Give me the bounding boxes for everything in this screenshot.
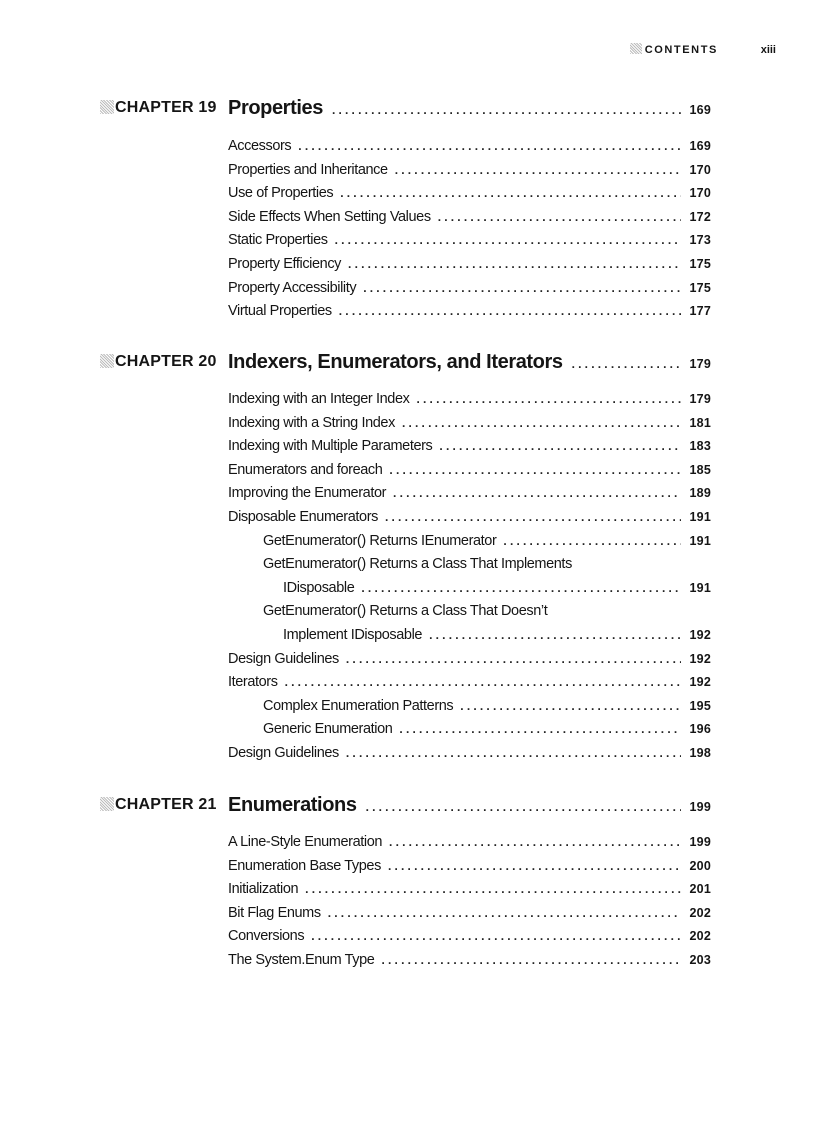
toc-entry[interactable]: [228, 182, 711, 206]
dot-leader: [399, 718, 681, 742]
toc-entry[interactable]: [228, 506, 711, 530]
dot-leader: [393, 482, 681, 506]
toc-entry[interactable]: [228, 435, 711, 459]
chapter-label-text: CHAPTER 19: [115, 99, 217, 116]
toc-entry[interactable]: [228, 648, 711, 672]
toc-entry[interactable]: [228, 388, 711, 412]
chapter-label-text: CHAPTER 21: [115, 796, 217, 813]
toc-entry-title: Implement IDisposable: [283, 626, 423, 643]
toc-entry[interactable]: [228, 412, 711, 436]
chapter-title: Indexers, Enumerators, and Iterators: [228, 351, 563, 373]
toc-entry-page: 169: [689, 139, 711, 153]
toc-subentry-continuation[interactable]: [228, 624, 711, 648]
toc-entry-title: Enumerators and foreach: [228, 461, 383, 478]
chapter-title-row[interactable]: [228, 96, 711, 120]
toc-entry-title: Properties and Inheritance: [228, 161, 388, 178]
toc-entry-title: Conversions: [228, 928, 305, 945]
toc-entry-page: 173: [689, 233, 711, 248]
toc-subentry[interactable]: [228, 553, 711, 577]
toc-entry[interactable]: [228, 878, 711, 902]
dot-leader: [346, 648, 681, 672]
toc-entry[interactable]: [228, 277, 711, 301]
toc-entry-page: 203: [689, 952, 711, 967]
toc-entry-title: Indexing with Multiple Parameters: [228, 438, 433, 455]
chapter-title-row[interactable]: [228, 350, 711, 374]
chapter-marker-icon: [100, 797, 114, 811]
toc-entry-title: Improving the Enumerator: [228, 485, 387, 502]
dot-leader: [285, 671, 681, 695]
chapter-page: 199: [689, 800, 711, 814]
dot-leader: [439, 435, 681, 459]
toc-subentry[interactable]: [228, 530, 711, 554]
toc-entry[interactable]: [228, 206, 711, 230]
toc-subentry[interactable]: [228, 600, 711, 624]
toc-entry-title: Use of Properties: [228, 185, 334, 202]
dot-leader: [429, 624, 681, 648]
toc-entry-page: 181: [689, 415, 711, 430]
chapter-label: [100, 350, 215, 374]
toc-entry[interactable]: [228, 135, 711, 159]
toc-entry-page: 202: [689, 929, 711, 944]
dot-leader: [503, 530, 681, 554]
running-header-section: [630, 42, 718, 58]
dot-leader: [311, 925, 681, 949]
toc-entry-title: The System.Enum Type: [228, 951, 375, 968]
toc-entry[interactable]: [228, 159, 711, 183]
toc-subentry-continuation[interactable]: [228, 577, 711, 601]
toc-entry-page: 191: [689, 580, 711, 595]
dot-leader: [385, 506, 681, 530]
toc-entry-page: 170: [689, 162, 711, 177]
dot-leader: [388, 855, 681, 879]
toc-entry-page: 192: [689, 675, 711, 690]
chapter-page: 169: [689, 103, 711, 117]
running-header-section-label: CONTENTS: [644, 44, 718, 56]
dot-leader: [339, 300, 681, 324]
toc-entry-title: Bit Flag Enums: [228, 904, 321, 921]
toc-entry[interactable]: [228, 253, 711, 277]
toc-entry[interactable]: [228, 671, 711, 695]
dot-leader: [348, 253, 681, 277]
toc-entry-page: 192: [689, 627, 711, 642]
toc-entry-title: Side Effects When Setting Values: [228, 208, 431, 225]
toc-entry-page: 175: [689, 280, 711, 295]
toc-entry-title: Static Properties: [228, 232, 328, 249]
dot-leader: [335, 229, 681, 253]
toc-entry-title: Design Guidelines: [228, 744, 339, 761]
chapter-title-row[interactable]: [228, 793, 711, 817]
toc-entry-title: Indexing with an Integer Index: [228, 391, 410, 407]
toc-subentry[interactable]: [228, 718, 711, 742]
dot-leader: [361, 577, 681, 601]
toc-entry-title: A Line-Style Enumeration: [228, 834, 383, 850]
dot-leader: [328, 902, 681, 926]
toc-entry-title: Property Efficiency: [228, 255, 342, 272]
toc-entry-page: 177: [689, 304, 711, 319]
toc-entry[interactable]: [228, 831, 711, 855]
dot-leader: [340, 182, 681, 206]
toc-entry-page: 170: [689, 186, 711, 201]
toc-entry-page: 175: [689, 256, 711, 271]
dot-leader: [381, 949, 681, 973]
chapter-page: 179: [689, 357, 711, 371]
dot-leader: [416, 388, 681, 412]
dot-leader: [389, 459, 681, 483]
toc-entry-title: Iterators: [228, 674, 278, 691]
toc-entry[interactable]: [228, 925, 711, 949]
toc-entry-title: Enumeration Base Types: [228, 857, 381, 874]
chapter-marker-icon: [100, 354, 114, 368]
chapter-entries: [228, 388, 711, 766]
toc-entry[interactable]: [228, 902, 711, 926]
toc-entry-page: 183: [689, 439, 711, 454]
dot-leader: [305, 878, 681, 902]
toc-entry-title: Initialization: [228, 881, 299, 898]
running-header-page-number: xiii: [760, 44, 776, 56]
toc-entry-title: Virtual Properties: [228, 303, 332, 320]
toc-entry-page: 179: [689, 392, 711, 406]
chapter-entries: [228, 831, 711, 973]
toc-entry[interactable]: [228, 949, 711, 973]
toc-entry-title: Disposable Enumerators: [228, 508, 378, 525]
toc-entry[interactable]: [228, 482, 711, 506]
chapter-marker-icon: [100, 100, 114, 114]
toc-entry-page: 185: [689, 462, 711, 477]
chapter-title: Properties: [228, 97, 323, 119]
toc-entry-page: 200: [689, 858, 711, 873]
section-marker-icon: [630, 43, 642, 54]
toc-entry-title: GetEnumerator() Returns IEnumerator: [263, 532, 497, 549]
running-header: [0, 42, 776, 58]
toc-entry[interactable]: [228, 459, 711, 483]
toc-entry-title: Design Guidelines: [228, 650, 339, 667]
toc-entry-title: Indexing with a String Index: [228, 414, 395, 431]
toc-entry-page: 201: [689, 882, 711, 897]
toc-entry[interactable]: [228, 742, 711, 766]
toc-entry-page: 199: [689, 835, 711, 849]
dot-leader: [438, 206, 681, 230]
dot-leader: [332, 103, 681, 117]
chapter-label: [100, 96, 215, 120]
toc-entry-title: Property Accessibility: [228, 279, 357, 296]
toc-entry-page: 196: [689, 722, 711, 737]
toc-entry-page: 195: [689, 698, 711, 713]
toc-entry-title: Generic Enumeration: [263, 721, 393, 738]
toc-entry-page: 191: [689, 533, 711, 548]
toc-entry-page: 191: [689, 509, 711, 524]
chapter-label: [100, 793, 215, 817]
toc-entry[interactable]: [228, 229, 711, 253]
toc-entry-page: 198: [689, 745, 711, 760]
toc-entry-title: Complex Enumeration Patterns: [263, 697, 454, 714]
dot-leader: [402, 412, 681, 436]
toc-entry-page: 202: [689, 905, 711, 920]
toc-entry[interactable]: [228, 855, 711, 879]
toc-entry-title: Accessors: [228, 138, 292, 154]
toc-entry-page: 192: [689, 651, 711, 666]
toc-entry-title: IDisposable: [283, 579, 355, 596]
toc-entry[interactable]: [228, 300, 711, 324]
dot-leader: [389, 831, 681, 855]
dot-leader: [572, 357, 681, 371]
dot-leader: [298, 135, 681, 159]
toc-entry-title: GetEnumerator() Returns a Class That Implements: [263, 556, 572, 573]
toc-entry-page: 189: [689, 486, 711, 501]
chapter-entries: [228, 135, 711, 324]
toc-entry-title: GetEnumerator() Returns a Class That Doesn’t: [263, 603, 548, 620]
toc-subentry[interactable]: [228, 695, 711, 719]
dot-leader: [366, 800, 681, 814]
chapter-title: Enumerations: [228, 794, 357, 816]
dot-leader: [460, 695, 681, 719]
dot-leader: [363, 277, 681, 301]
dot-leader: [346, 742, 681, 766]
toc-entry-page: 172: [689, 209, 711, 224]
dot-leader: [395, 159, 681, 183]
chapter-label-text: CHAPTER 20: [115, 353, 217, 370]
